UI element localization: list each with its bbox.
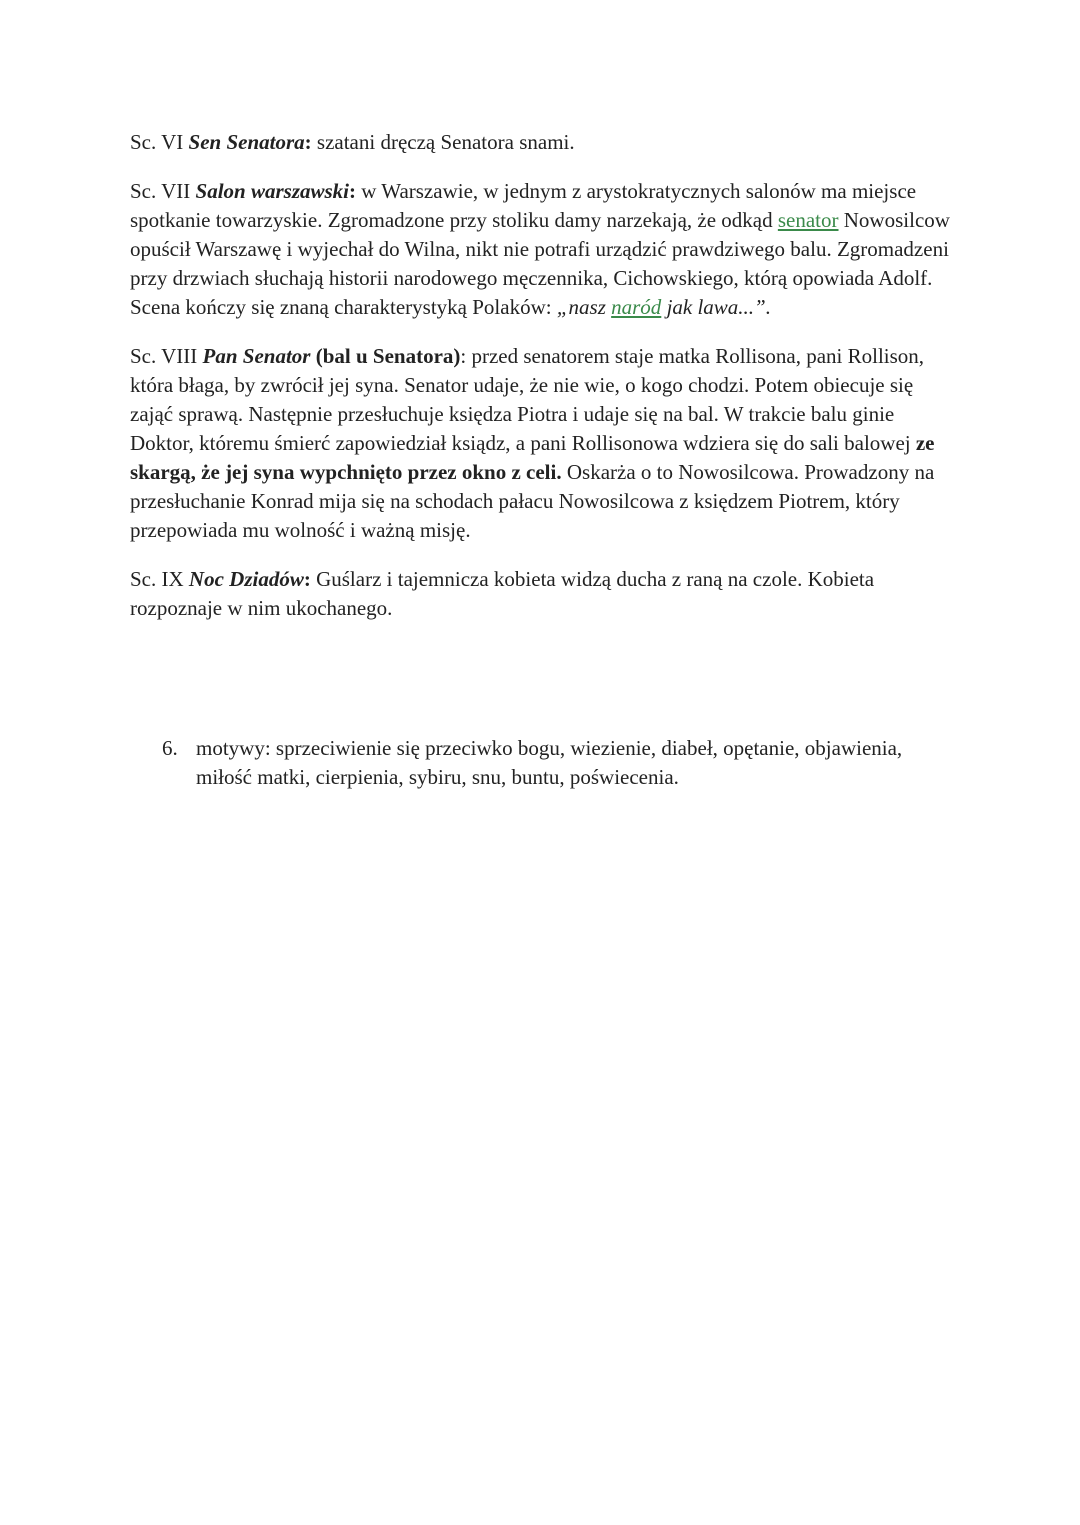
scene-7-text-a: w Warszawie, w jednym z arystokratycznych salonów ma miejsce spotkanie towarzyskie. Zgromadzone przy stoliku damy narzekają, że odkąd	[130, 179, 917, 232]
document-body	[130, 128, 960, 643]
narod-link[interactable]: naród	[611, 295, 662, 319]
scene-7-title: Salon warszawski	[195, 179, 350, 203]
scene-6-colon: :	[304, 130, 312, 154]
scene-8-prefix: Sc. VIII	[130, 344, 203, 368]
scene-6-title: Sen Senatora	[188, 130, 305, 154]
scene-6-prefix: Sc. VI	[130, 130, 189, 154]
scene-9-colon: :	[303, 567, 311, 591]
scene-9-text: Guślarz i tajemnicza kobieta widzą ducha z raną na czole. Kobieta rozpoznaje w nim ukochanego.	[130, 567, 875, 620]
list-item-text: motywy: sprzeciwienie się przeciwko bogu, wiezienie, diabeł, opętanie, objawienia, miłość matki, cierpienia, sybiru, snu, buntu, poświecenia.	[196, 736, 903, 789]
scene-7-quote-a: „nasz	[556, 295, 612, 319]
scene-8-paragraph	[130, 342, 960, 545]
list-item-number: 6.	[162, 736, 178, 760]
scene-9-title: Noc Dziadów	[188, 567, 304, 591]
scene-8-subtitle: (bal u Senatora)	[310, 344, 461, 368]
numbered-list	[162, 734, 952, 792]
scene-7-text-b: Nowosilcow opuścił Warszawę i wyjechał do Wilna, nikt nie potrafi urządzić prawdziwego balu. Zgromadzeni przy drzwiach słuchają historii narodowego męczennika, Cichowskiego, którą opowiada Adolf. Scena kończy się znaną charakterystyką Polaków:	[130, 208, 950, 319]
scene-9-prefix: Sc. IX	[130, 567, 189, 591]
scene-7-paragraph	[130, 177, 960, 322]
scene-8-text-b: Oskarża o to Nowosilcowa. Prowadzony na przesłuchanie Konrad mija się na schodach pałacu Nowosilcowa z księdzem Piotrem, który przepowiada mu wolność i ważną misję.	[130, 460, 935, 542]
scene-7-quote-b: jak lawa...”.	[661, 295, 771, 319]
scene-6-text: szatani dręczą Senatora snami.	[311, 130, 575, 154]
scene-8-text-a: : przed senatorem staje matka Rollisona, pani Rollison, która błaga, by zwrócił jej syna. Senator udaje, że nie wie, o kogo chodzi. Potem obiecuje się zająć sprawą. Następnie przesłuchuje księdza Piotra i udaje się na bal. W trakcie balu ginie Doktor, któremu śmierć zapowiedział ksiądz, a pani Rollisonowa wdziera się do sali balowej	[130, 344, 925, 455]
senator-link[interactable]: senator	[777, 208, 839, 232]
scene-7-prefix: Sc. VII	[130, 179, 196, 203]
scene-7-colon: :	[349, 179, 357, 203]
list-item	[162, 734, 952, 792]
scene-6-paragraph	[130, 128, 960, 157]
scene-9-paragraph	[130, 565, 960, 623]
scene-8-bold-text: ze skargą, że jej syna wypchnięto przez okno z celi.	[130, 431, 935, 484]
scene-8-title: Pan Senator	[202, 344, 311, 368]
